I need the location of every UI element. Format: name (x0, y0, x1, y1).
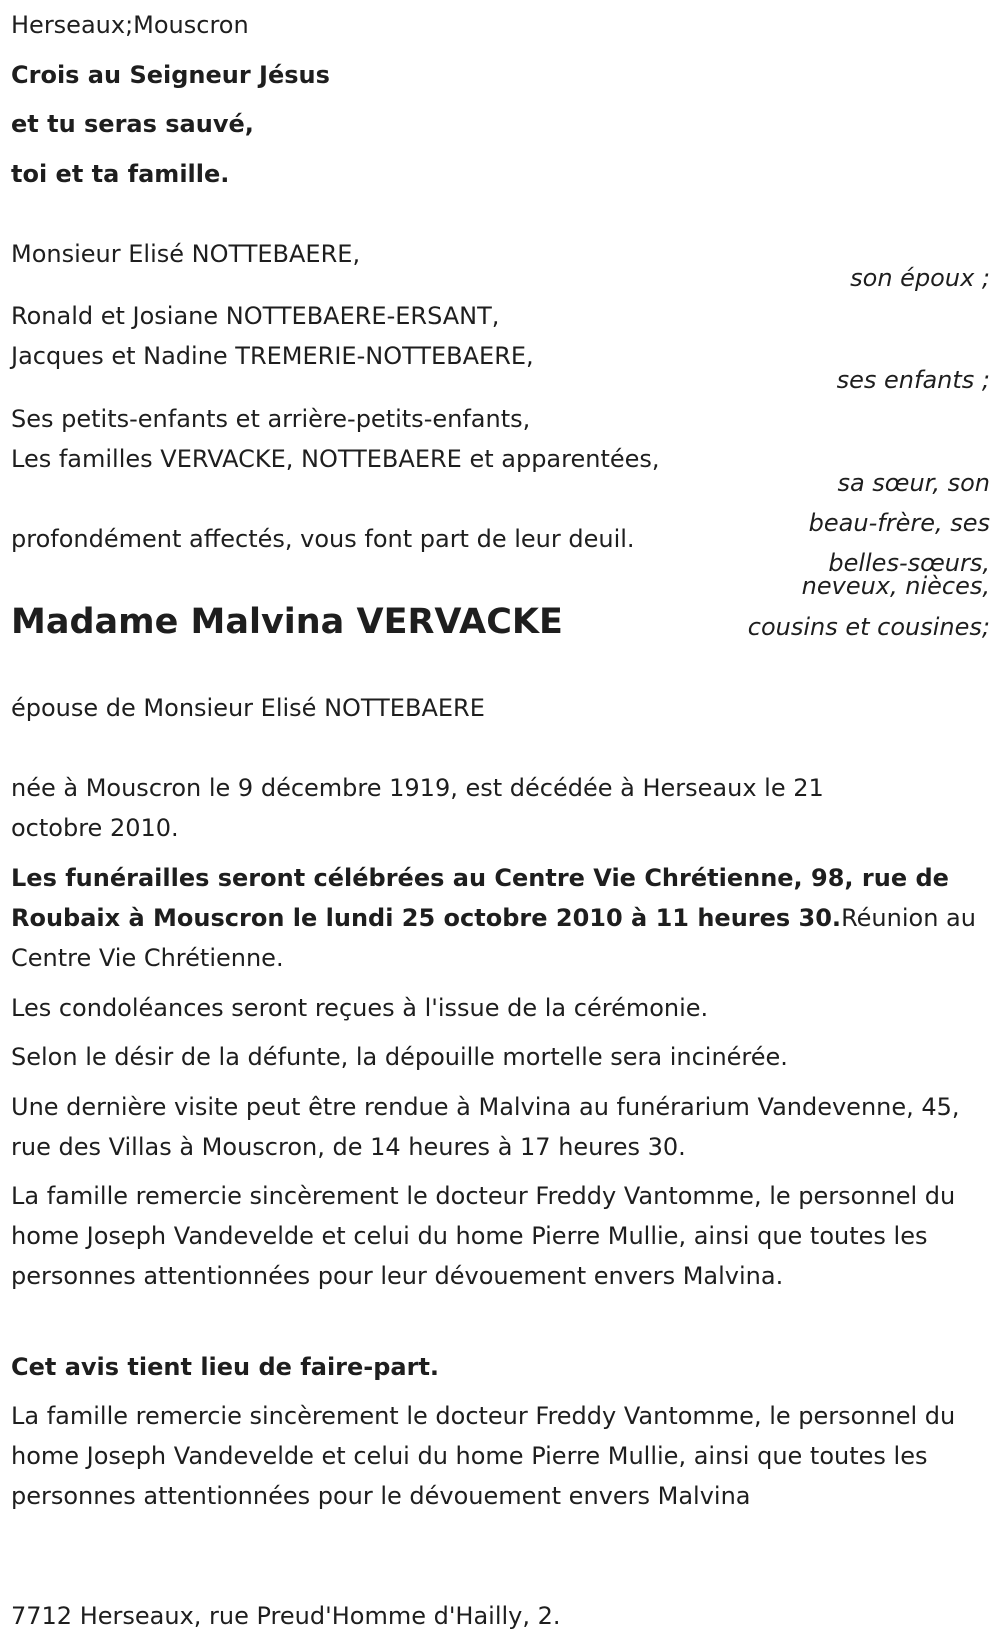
last-visit: Une dernière visite peut être rendue à Malvina au funérarium Vandevenne, 45, rue des Villas à Mouscron, de 14 heures à 17 heures 30. (11, 1093, 960, 1161)
announcement: profondément affectés, vous font part de leur deuil. (11, 525, 635, 553)
relatives-role: sa sœur, son (837, 469, 990, 497)
child: Ronald et Josiane NOTTEBAERE-ERSANT, (11, 302, 500, 330)
thanks: La famille remercie sincèrement le docteur Freddy Vantomme, le personnel du home Joseph Vandevelde et celui du home Pierre Mullie, ainsi que toutes les personnes attentionnées pour leur dévouement envers Malvina. (11, 1182, 956, 1290)
verse-line: et tu seras sauvé, (11, 110, 254, 138)
spouse: Monsieur Elisé NOTTEBAERE, (11, 240, 361, 268)
child: Jacques et Nadine TREMERIE-NOTTEBAERE, (11, 342, 534, 370)
relatives-role: cousins et cousines; (747, 613, 990, 641)
relatives-role: neveux, nièces, (801, 572, 990, 600)
birth-death: née à Mouscron le 9 décembre 1919, est décédée à Herseaux le 21 octobre 2010. (11, 774, 824, 842)
funeral-info (11, 858, 986, 978)
relatives-role: belles-sœurs, (828, 549, 990, 577)
condolences: Les condoléances seront reçues à l'issue de la cérémonie. (11, 994, 709, 1022)
funeral-details: Les funérailles seront célébrées au Centre Vie Chrétienne, 98, rue de Roubaix à Mouscron le lundi 25 octobre 2010 à 11 heures 30. (11, 864, 949, 932)
relatives: Les familles VERVACKE, NOTTEBAERE et apparentées, (11, 445, 660, 473)
verse-line: toi et ta famille. (11, 160, 230, 188)
notice: Cet avis tient lieu de faire-part. (11, 1353, 440, 1381)
funeral-gathering: Réunion au Centre Vie Chrétienne. (11, 904, 976, 972)
deceased-name: Madame Malvina VERVACKE (11, 602, 563, 642)
verse-line: Crois au Seigneur Jésus (11, 61, 330, 89)
spouse-role: son époux ; (850, 264, 990, 292)
relatives: Ses petits-enfants et arrière-petits-enfants, (11, 405, 531, 433)
cremation: Selon le désir de la défunte, la dépouille mortelle sera incinérée. (11, 1043, 788, 1071)
thanks-repeat: La famille remercie sincèrement le docteur Freddy Vantomme, le personnel du home Joseph Vandevelde et celui du home Pierre Mullie, ainsi que toutes les personnes attentionnées pour le dévouement envers Malvina (11, 1402, 956, 1510)
children-role: ses enfants ; (836, 366, 990, 394)
relatives-role: beau-frère, ses (808, 509, 990, 537)
address: 7712 Herseaux, rue Preud'Homme d'Hailly, 2. (11, 1602, 561, 1630)
location: Herseaux;Mouscron (11, 11, 249, 39)
spouse-of: épouse de Monsieur Elisé NOTTEBAERE (11, 694, 485, 722)
